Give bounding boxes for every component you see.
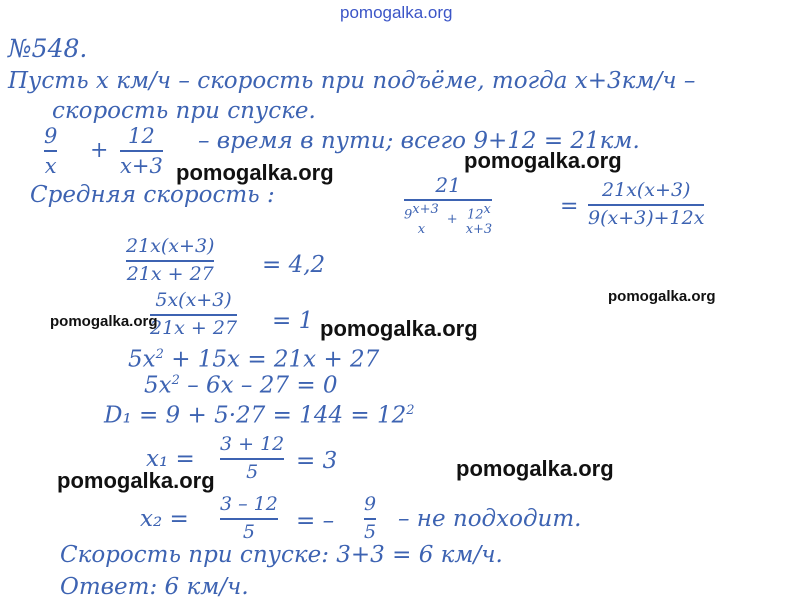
time-fraction-2	[120, 124, 163, 178]
watermark: pomogalka.org	[50, 313, 158, 330]
sub-fraction-2	[466, 203, 493, 238]
plus-sign: +	[90, 138, 109, 163]
descent-speed: Скорость при спуске: 3+3 = 6 км/ч.	[60, 542, 503, 568]
intro-line-2: скорость при спуске.	[52, 98, 316, 124]
equation-1-rhs: = 4,2	[262, 252, 326, 278]
fraction-bar	[120, 150, 163, 152]
sub-numerator: 9	[404, 207, 413, 223]
equation-2-fraction	[150, 290, 237, 340]
time-fraction-1	[44, 124, 57, 178]
root-2-equals: = –	[296, 508, 335, 534]
root-1-rhs: = 3	[296, 448, 338, 474]
numerator: 5x(x+3)	[155, 289, 232, 311]
numerator: 21x(x+3)	[602, 179, 691, 201]
fraction-bar	[404, 199, 492, 201]
denominator: 5	[242, 520, 255, 543]
watermark: pomogalka.org	[176, 160, 334, 185]
equals-sign: =	[560, 194, 579, 219]
average-speed-result	[588, 180, 704, 230]
root-1-fraction	[220, 434, 284, 484]
denominator: x+3	[120, 154, 163, 179]
fraction-bar	[220, 518, 278, 520]
answer: Ответ: 6 км/ч.	[60, 574, 249, 600]
discriminant-text: D₁ = 9 + 5·27 = 144 = 12	[104, 402, 407, 429]
sub-denominator: x+3	[465, 222, 493, 238]
sub-numerator-sup: x+3	[412, 202, 439, 217]
sub-denominator: x	[417, 222, 426, 238]
fraction-bar	[150, 314, 237, 316]
square-exponent: 2	[171, 373, 180, 388]
average-speed-fraction	[404, 174, 492, 238]
sub-numerator: 12	[466, 207, 484, 223]
denominator: 21x + 27	[126, 262, 214, 285]
root-2-note: – не подходит.	[398, 506, 582, 532]
square-exponent: 2	[406, 403, 415, 418]
fraction-bar	[220, 458, 284, 460]
sub-numerator-sup: x	[483, 202, 491, 217]
denominator: 21x + 27	[150, 316, 238, 339]
numerator: 21	[435, 173, 461, 197]
numerator: 21x(x+3)	[126, 235, 215, 257]
watermark: pomogalka.org	[464, 148, 622, 173]
equation-3-rest: + 15x = 21x + 27	[171, 346, 380, 373]
equation-4	[144, 374, 338, 398]
fraction-bar	[364, 518, 376, 520]
discriminant	[104, 404, 415, 428]
equation-2-rhs: = 1	[272, 308, 314, 334]
watermark: pomogalka.org	[608, 288, 716, 305]
numerator: 9	[364, 493, 377, 515]
site-header[interactable]: pomogalka.org	[340, 3, 453, 22]
equation-3-term: 5x	[128, 346, 156, 373]
fraction-bar	[588, 204, 704, 206]
watermark: pomogalka.org	[320, 316, 478, 341]
square-exponent: 2	[155, 347, 164, 362]
numerator: 12	[128, 124, 155, 148]
average-speed-label: Средняя скорость :	[30, 182, 275, 208]
numerator: 9	[44, 124, 58, 148]
root-2-result-fraction	[364, 494, 376, 544]
denominator: x	[44, 154, 57, 179]
root-1-lhs: x₁ =	[146, 446, 195, 472]
intro-line-1: Пусть x км/ч – скорость при подъёме, тогда x+3км/ч –	[8, 68, 696, 94]
watermark: pomogalka.org	[57, 468, 215, 493]
denominator	[404, 203, 492, 238]
numerator: 3 + 12	[220, 433, 285, 455]
problem-number: №548.	[8, 34, 88, 63]
root-2-fraction	[220, 494, 278, 544]
fraction-bar	[126, 260, 214, 262]
denominator: 5	[364, 520, 377, 543]
equation-4-term: 5x	[144, 372, 172, 399]
watermark: pomogalka.org	[456, 456, 614, 481]
sub-fraction-1	[404, 203, 439, 238]
denominator: 5	[246, 460, 259, 483]
equation-1-fraction	[126, 236, 214, 286]
plus-sign: +	[446, 212, 458, 228]
time-text: – время в пути; всего 9+12 = 21км.	[198, 128, 640, 154]
equation-3	[128, 348, 379, 372]
denominator: 9(x+3)+12x	[588, 206, 705, 229]
equation-4-rest: – 6x – 27 = 0	[187, 372, 338, 399]
numerator: 3 – 12	[220, 493, 278, 515]
root-2-lhs: x₂ =	[140, 506, 189, 532]
fraction-bar	[44, 150, 57, 152]
